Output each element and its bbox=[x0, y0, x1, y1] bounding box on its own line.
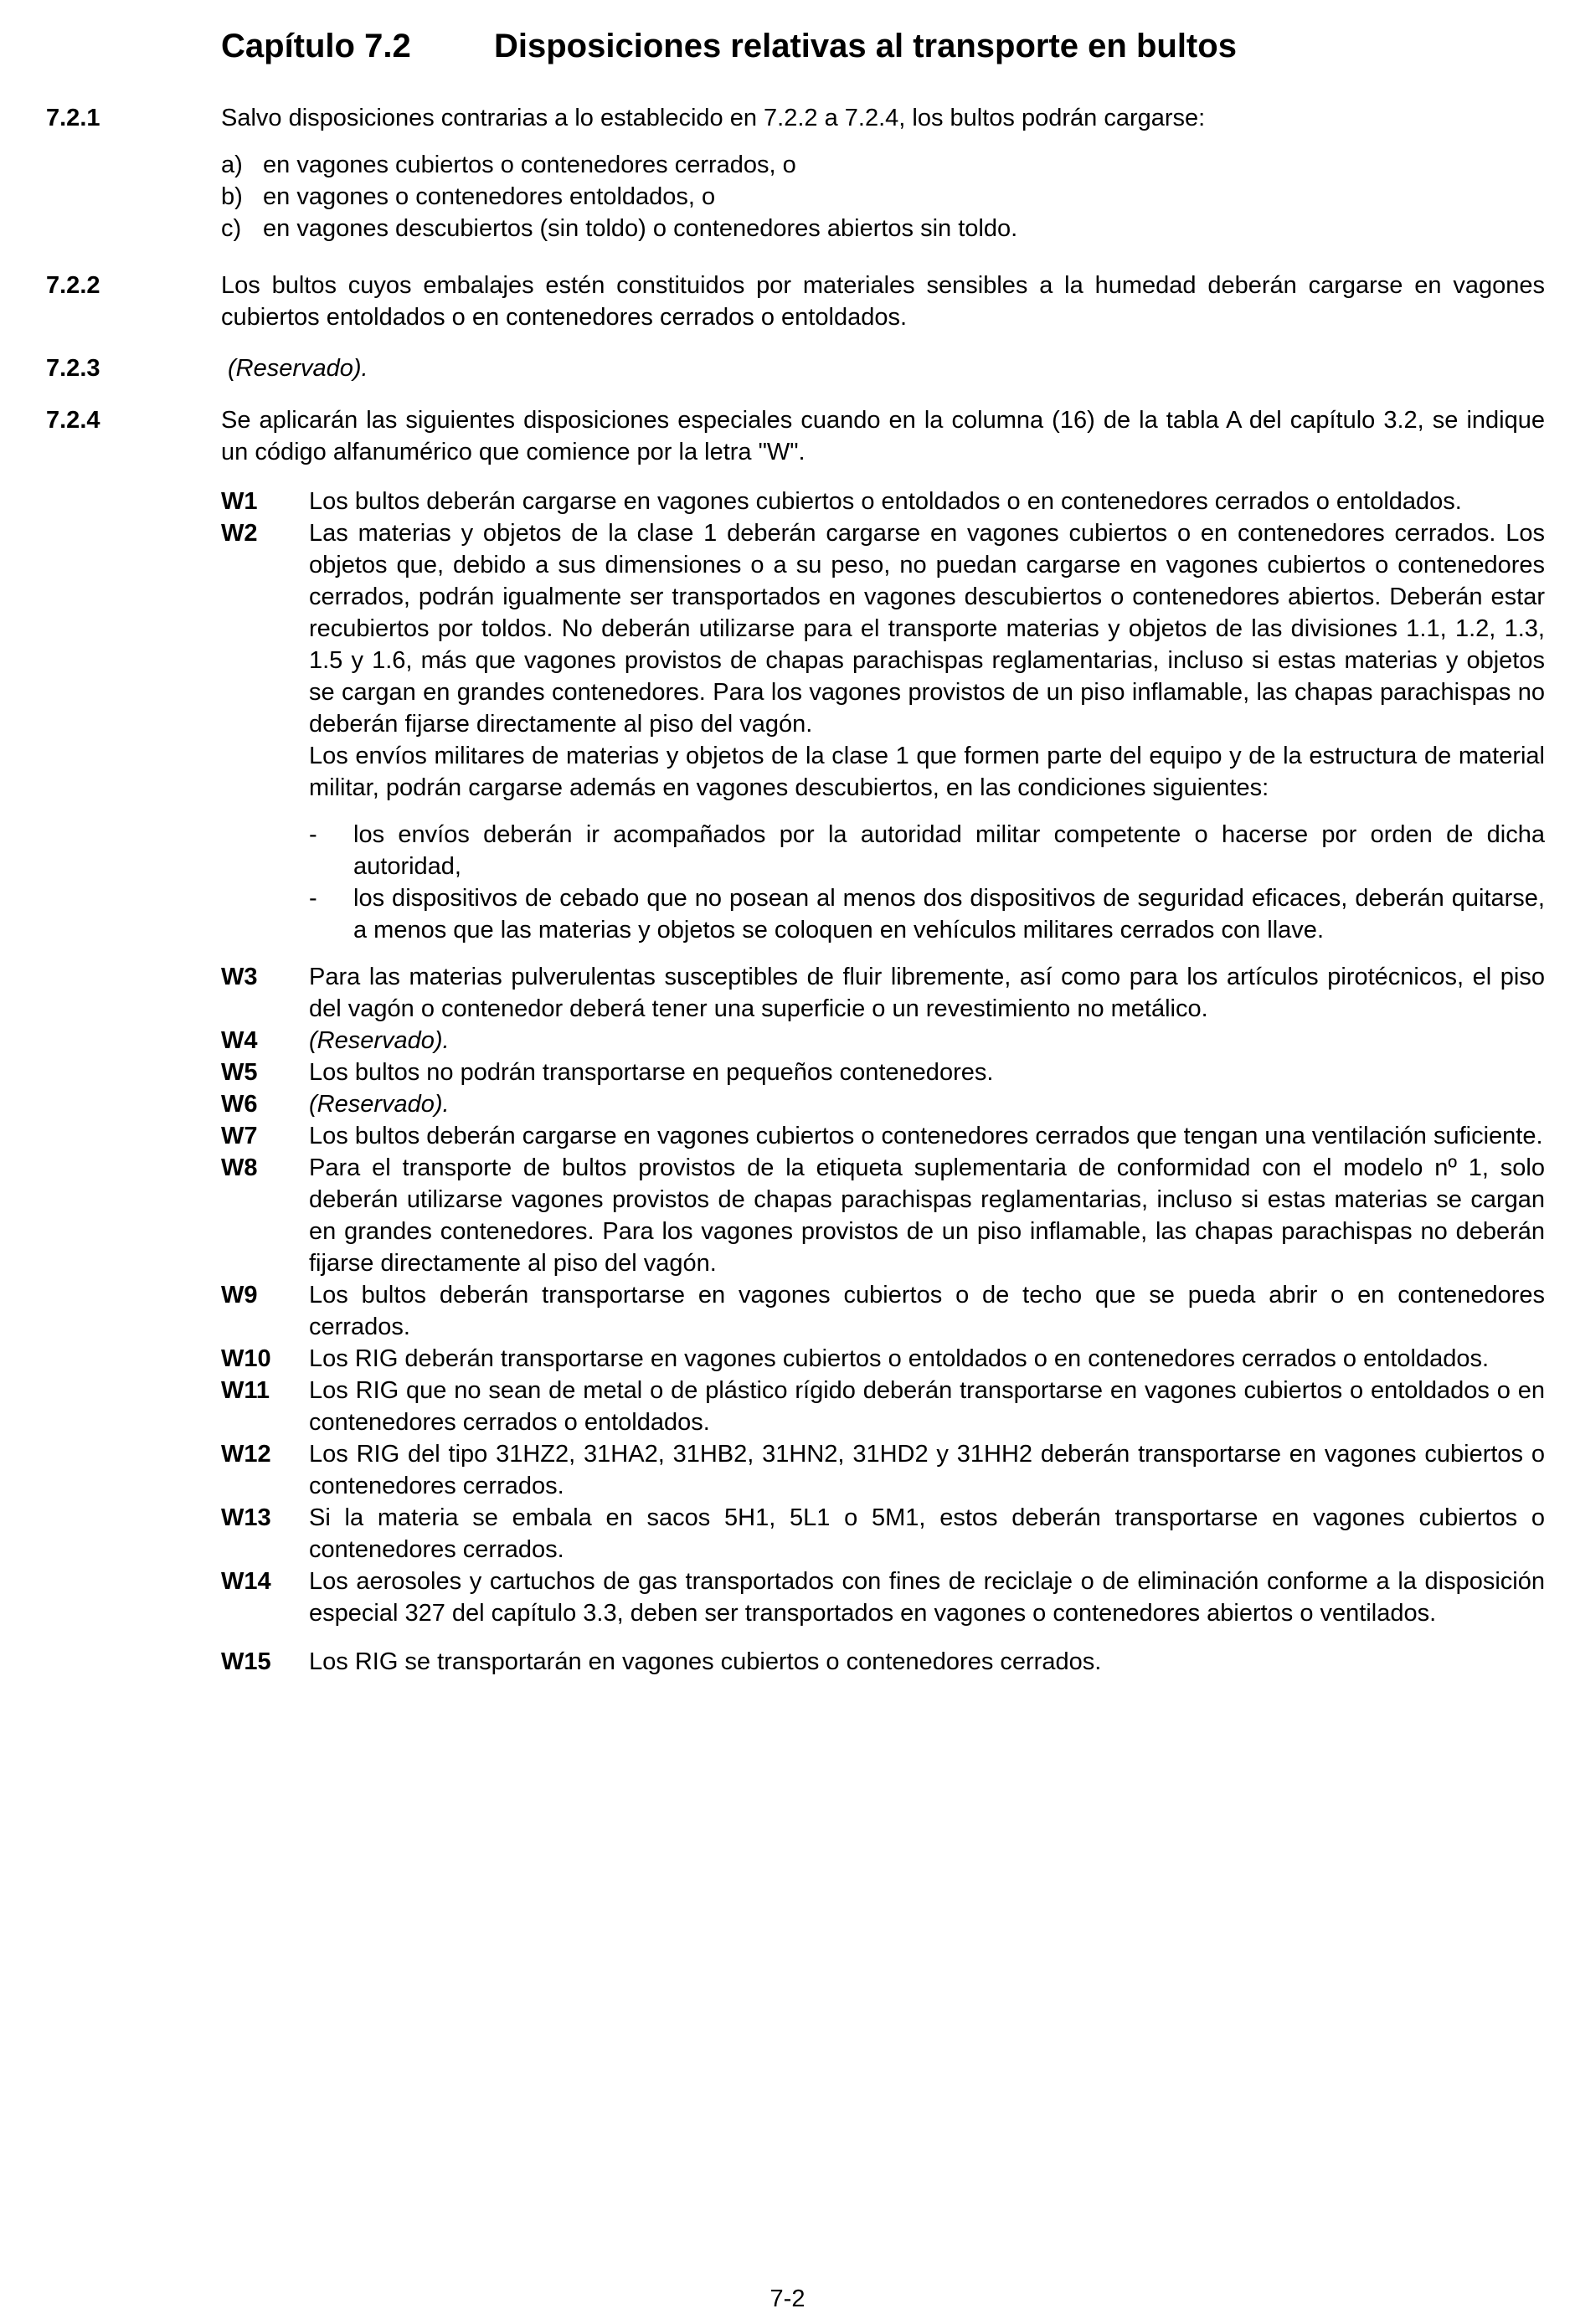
section-number: 7.2.4 bbox=[46, 407, 100, 434]
w-code: W9 bbox=[221, 1282, 258, 1309]
w-text: Los bultos deberán cargarse en vagones cubiertos o contenedores cerrados que tengan una ventilación suficiente. bbox=[309, 1123, 1543, 1149]
w-provision-w2 bbox=[221, 517, 1545, 946]
w-provision-w12 bbox=[221, 1438, 1545, 1502]
list-letter: a) bbox=[221, 152, 243, 178]
w-text: Para las materias pulverulentas susceptibles de fluir libremente, así como para los artículos pirotécnicos, el piso del vagón o contenedor deberá tener una superficie o un revestimiento no metálico. bbox=[309, 964, 1545, 1022]
dash-list bbox=[309, 819, 1545, 946]
w-text: Los RIG del tipo 31HZ2, 31HA2, 31HB2, 31HN2, 31HD2 y 31HH2 deberán transportarse en vagones cubiertos o contenedores cerrados. bbox=[309, 1441, 1545, 1499]
w-text: Los bultos deberán cargarse en vagones cubiertos o entoldados o en contenedores cerrados o entoldados. bbox=[309, 488, 1462, 515]
w-text: Las materias y objetos de la clase 1 deberán cargarse en vagones cubiertos o en contenedores cerrados. Los objetos que, debido a sus dimensiones o a su peso, no puedan cargarse en vagones cubiertos o contenedores cerrados, podrán igualmente ser transportados en vagones descubiertos o contenedores abiertos. Deberán estar recubiertos por toldos. No deberán utilizarse para el transporte materias y objetos de las divisiones 1.1, 1.2, 1.3, 1.5 y 1.6, más que vagones provistos de chapas parachispas reglamentarias, incluso si estas materias y objetos se cargan en grandes contenedores. Para los vagones provistos de un piso inflamable, las chapas parachispas no deberán fijarse directamente al piso del vagón. bbox=[309, 520, 1545, 738]
section-number: 7.2.3 bbox=[46, 355, 100, 382]
section-7-2-3 bbox=[46, 352, 1545, 384]
chapter-title bbox=[221, 23, 1237, 69]
list-text: en vagones o contenedores entoldados, o bbox=[263, 183, 716, 210]
list-item bbox=[309, 819, 1545, 882]
w-provision-w15 bbox=[221, 1646, 1545, 1678]
w-code: W6 bbox=[221, 1091, 258, 1118]
w-text: Los bultos no podrán transportarse en pequeños contenedores. bbox=[309, 1059, 994, 1086]
list-letter: b) bbox=[221, 183, 243, 210]
w-code: W15 bbox=[221, 1648, 271, 1675]
w-text: Para el transporte de bultos provistos de la etiqueta suplementaria de conformidad con el modelo nº 1, solo deberán utilizarse vagones provistos de chapas parachispas reglamentarias, incluso si estas materias se cargan en grandes contenedores. Para los vagones provistos de un piso inflamable, las chapas parachispas no deberán fijarse directamente al piso del vagón. bbox=[309, 1154, 1545, 1277]
chapter-heading: Disposiciones relativas al transporte en bultos bbox=[494, 28, 1237, 64]
w-code: W2 bbox=[221, 520, 258, 547]
w-code: W13 bbox=[221, 1504, 271, 1531]
w-text: Los bultos deberán transportarse en vagones cubiertos o de techo que se pueda abrir o en contenedores cerrados. bbox=[309, 1282, 1545, 1340]
section-number: 7.2.2 bbox=[46, 272, 100, 299]
list-text: en vagones descubiertos (sin toldo) o contenedores abiertos sin toldo. bbox=[263, 215, 1018, 242]
w-code: W8 bbox=[221, 1154, 258, 1181]
w-provision-w4 bbox=[221, 1025, 1545, 1057]
list-item bbox=[221, 149, 1545, 181]
w-provision-w14 bbox=[221, 1566, 1545, 1629]
w-text: (Reservado). bbox=[309, 1091, 450, 1118]
w-text: Los RIG que no sean de metal o de plástico rígido deberán transportarse en vagones cubiertos o entoldados o en contenedores cerrados o entoldados. bbox=[309, 1377, 1545, 1436]
dash-mark: - bbox=[309, 885, 317, 912]
w-code: W11 bbox=[221, 1377, 270, 1404]
list-item bbox=[221, 213, 1545, 244]
w-text: Los RIG se transportarán en vagones cubiertos o contenedores cerrados. bbox=[309, 1648, 1102, 1675]
list-item bbox=[309, 882, 1545, 946]
section-text: Se aplicarán las siguientes disposiciones especiales cuando en la columna (16) de la tabla A del capítulo 3.2, se indique un código alfanumérico que comience por la letra "W". bbox=[221, 407, 1545, 465]
list-text: los envíos deberán ir acompañados por la autoridad militar competente o hacerse por orden de dicha autoridad, bbox=[353, 821, 1545, 880]
w-code: W7 bbox=[221, 1123, 258, 1149]
list-item bbox=[221, 181, 1545, 213]
page-number: 7-2 bbox=[769, 2285, 806, 2312]
list-letter: c) bbox=[221, 215, 242, 242]
w-text: Los aerosoles y cartuchos de gas transportados con fines de reciclaje o de eliminación conforme a la disposición especial 327 del capítulo 3.3, deben ser transportados en vagones o contenedores abiertos o ventilados. bbox=[309, 1568, 1545, 1627]
w-code: W12 bbox=[221, 1441, 271, 1468]
w-provisions-list bbox=[221, 486, 1545, 1678]
w-code: W4 bbox=[221, 1027, 258, 1054]
w-provision-w9 bbox=[221, 1279, 1545, 1343]
w-text-continued: Los envíos militares de materias y objetos de la clase 1 que formen parte del equipo y de la estructura de material militar, podrán cargarse además en vagones descubiertos, en las condiciones siguientes: bbox=[309, 743, 1545, 801]
w-provision-w3 bbox=[221, 961, 1545, 1025]
w-text: Si la materia se embala en sacos 5H1, 5L1 o 5M1, estos deberán transportarse en vagones cubiertos o contenedores cerrados. bbox=[309, 1504, 1545, 1563]
section-7-2-4 bbox=[46, 404, 1545, 468]
w-provision-w1 bbox=[221, 486, 1545, 517]
w-code: W14 bbox=[221, 1568, 271, 1595]
w-provision-w5 bbox=[221, 1057, 1545, 1088]
w-code: W10 bbox=[221, 1345, 271, 1372]
lettered-list bbox=[221, 149, 1545, 244]
w-text: (Reservado). bbox=[309, 1027, 450, 1054]
w-text: Los RIG deberán transportarse en vagones cubiertos o entoldados o en contenedores cerrados o entoldados. bbox=[309, 1345, 1490, 1372]
w-provision-w11 bbox=[221, 1375, 1545, 1438]
chapter-number: Capítulo 7.2 bbox=[221, 28, 411, 64]
w-provision-w8 bbox=[221, 1152, 1545, 1279]
list-text: los dispositivos de cebado que no posean al menos dos dispositivos de seguridad eficaces, deberán quitarse, a menos que las materias y objetos se coloquen en vehículos militares cerrados con llave. bbox=[353, 885, 1545, 943]
section-7-2-1 bbox=[46, 102, 1545, 244]
w-provision-w13 bbox=[221, 1502, 1545, 1566]
list-text: en vagones cubiertos o contenedores cerrados, o bbox=[263, 152, 796, 178]
dash-mark: - bbox=[309, 821, 317, 848]
section-7-2-2 bbox=[46, 270, 1545, 333]
section-number: 7.2.1 bbox=[46, 105, 100, 131]
section-text: (Reservado). bbox=[228, 355, 368, 382]
w-provision-w10 bbox=[221, 1343, 1545, 1375]
w-code: W1 bbox=[221, 488, 258, 515]
section-text: Los bultos cuyos embalajes estén constituidos por materiales sensibles a la humedad deberán cargarse en vagones cubiertos entoldados o en contenedores cerrados o entoldados. bbox=[221, 272, 1545, 331]
section-text: Salvo disposiciones contrarias a lo establecido en 7.2.2 a 7.2.4, los bultos podrán cargarse: bbox=[221, 105, 1206, 131]
w-provision-w6 bbox=[221, 1088, 1545, 1120]
w-code: W3 bbox=[221, 964, 258, 990]
w-provision-w7 bbox=[221, 1120, 1545, 1152]
w-code: W5 bbox=[221, 1059, 258, 1086]
